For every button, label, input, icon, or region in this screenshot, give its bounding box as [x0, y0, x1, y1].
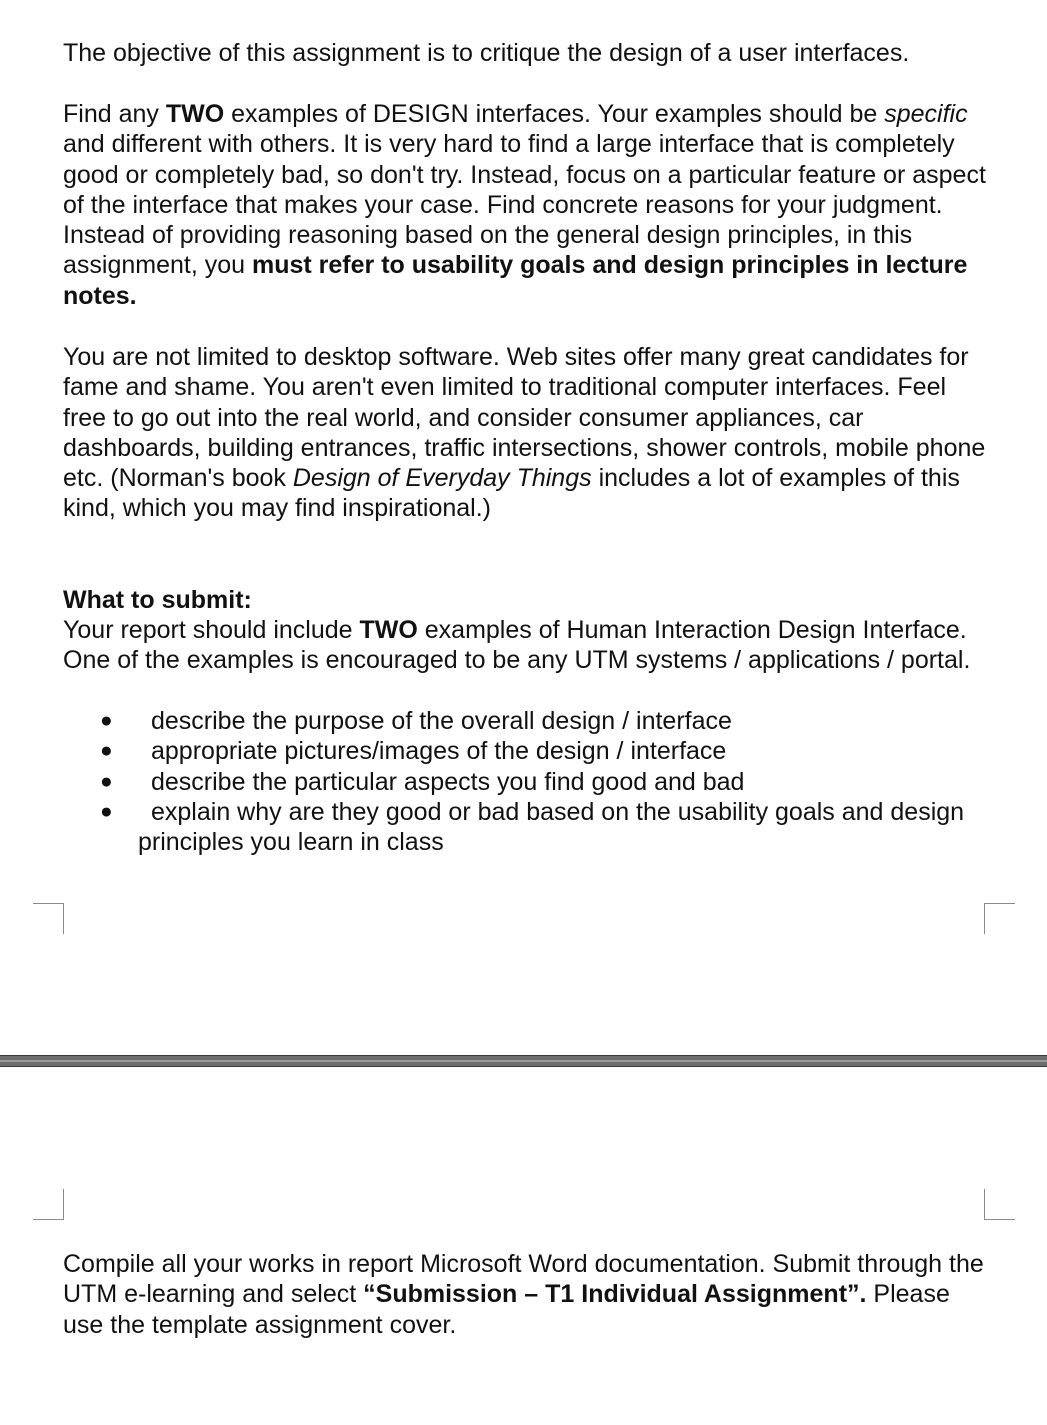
list-item-text: describe the purpose of the overall design / interface — [151, 707, 732, 735]
submit-heading: What to submit: — [63, 586, 252, 614]
report-paragraph — [63, 615, 993, 676]
list-item-text: explain why are they good or bad based on the usability goals and design — [151, 797, 965, 826]
text-run: examples of DESIGN interfaces. Your examples should be — [224, 100, 885, 128]
compile-paragraph — [63, 1249, 993, 1340]
list-item — [63, 767, 993, 797]
list-item-text: describe the particular aspects you find good and bad — [151, 767, 745, 796]
text-run: Find any — [63, 100, 166, 128]
instructions-paragraph — [63, 99, 993, 311]
text-run: Compile all your works in report Microsoft Word documentation. Submit through the UTM e-learning and select — [63, 1250, 984, 1309]
crop-mark-top-left — [33, 903, 64, 934]
text-run: and different with others. It is very hard to find a large interface that is completely good or completely bad, so don't try. Instead, focus on a particular feature or aspect of the interface that makes your case. Find concrete reasons for your judgment. Instead of providing reasoning based on the general design principles, in this assignment, you — [63, 130, 986, 280]
document-page-2 — [0, 1067, 1047, 1425]
text-run: examples of Human Interaction Design Interface. One of the examples is encouraged to be any UTM systems / applications / portal. — [63, 616, 971, 675]
list-item-text: appropriate pictures/images of the design / interface — [151, 737, 727, 766]
text-run: includes a lot of examples of this kind, which you may find inspirational.) — [63, 464, 960, 523]
list-item — [63, 736, 993, 766]
submission-name: “Submission – T1 Individual Assignment”. — [363, 1280, 867, 1309]
crop-mark-top-right — [984, 903, 1015, 934]
crop-mark-bottom-right — [984, 1189, 1015, 1220]
italic-run: specific — [884, 100, 968, 128]
bold-run: TWO — [165, 100, 225, 128]
requirements-list — [63, 706, 993, 857]
scope-paragraph — [63, 342, 993, 524]
text-run: Your report should include — [63, 616, 360, 644]
list-item — [63, 706, 993, 736]
book-title: Design of Everyday Things — [292, 464, 592, 493]
bold-run: must refer to usability goals and design principles in lecture notes. — [63, 251, 968, 310]
list-item — [63, 797, 993, 858]
text-run: You are not limited to desktop software. Web sites offer many great candidates for fame and shame. You aren't even limited to traditional computer interfaces. Feel free to go out into the real world, and consider consumer appliances, car dashboards, building entrances, traffic intersections, shower controls, mobile phone etc. (Norman's book — [63, 343, 986, 493]
bullet-icon: ● — [100, 739, 113, 763]
page-separator — [0, 1055, 1047, 1067]
bullet-icon: ● — [100, 799, 113, 823]
text-run: Please use the template assignment cover. — [63, 1280, 950, 1339]
crop-mark-bottom-left — [33, 1189, 64, 1220]
bold-run: TWO — [359, 616, 418, 644]
bullet-icon: ● — [100, 769, 113, 793]
bullet-icon: ● — [100, 709, 113, 732]
list-item-text-continued: principles you learn in class — [138, 828, 444, 857]
objective-paragraph: The objective of this assignment is to critique the design of a user interfaces. — [63, 39, 910, 67]
